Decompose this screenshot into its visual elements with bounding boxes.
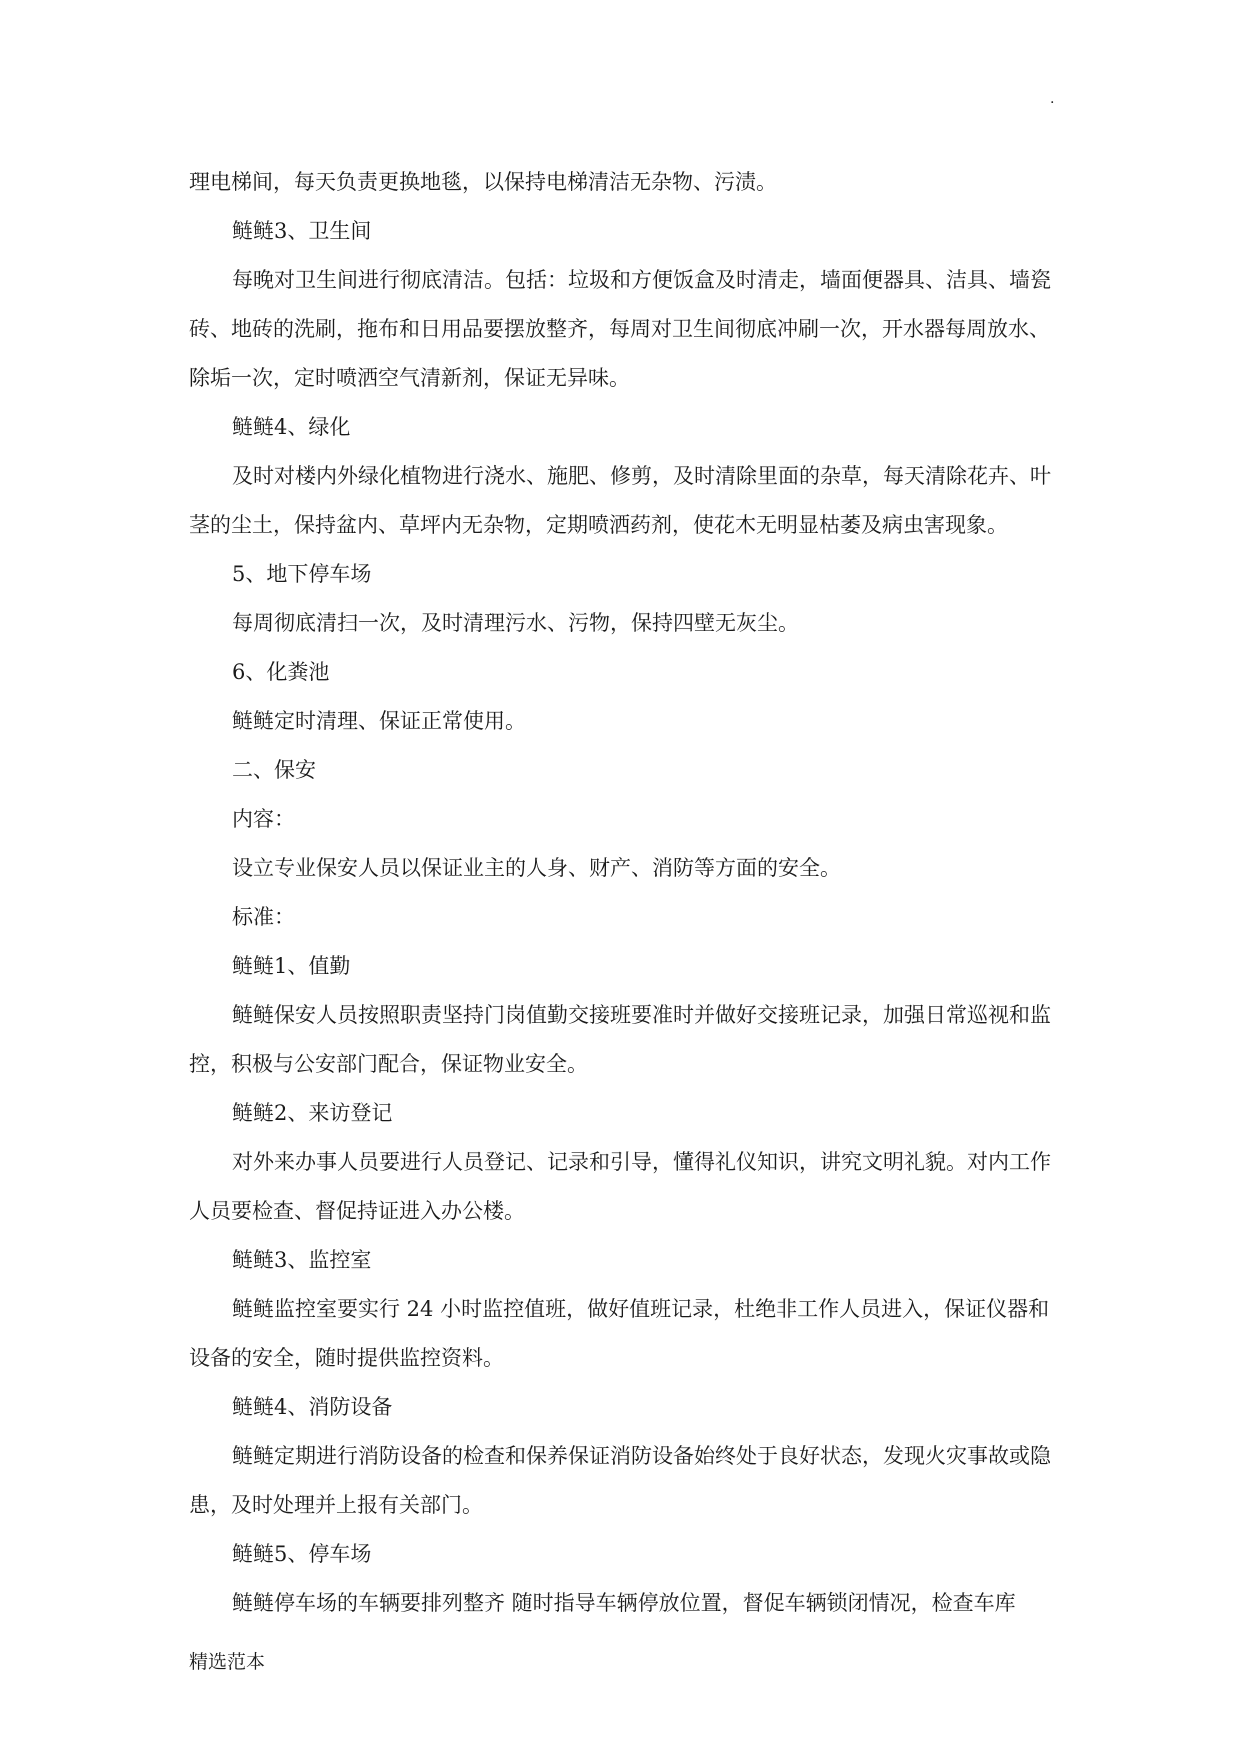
paragraph: 鲢鲢4、消防设备 <box>232 1395 393 1419</box>
paragraph: 二、保安 <box>232 758 316 782</box>
paragraph: 每周彻底清扫一次，及时清理污水、污物，保持四壁无灰尘。 <box>232 611 799 635</box>
page-footer: 精选范本 <box>189 1651 266 1673</box>
paragraph: 标准： <box>232 905 295 929</box>
paragraph: 5、地下停车场 <box>232 562 372 586</box>
paragraph: 鲢鲢1、值勤 <box>232 954 351 978</box>
paragraph: 及时对楼内外绿化植物进行浇水、施肥、修剪，及时清除里面的杂草，每天清除花卉、叶茎的尘土，保持盆内、草坪内无杂物，定期喷洒药剂，使花木无明显枯萎及病虫害现象。 <box>189 464 1051 537</box>
paragraph: 6、化粪池 <box>232 660 330 684</box>
paragraph: 鲢鲢3、监控室 <box>232 1248 372 1272</box>
paragraph: 鲢鲢停车场的车辆要排列整齐 随时指导车辆停放位置，督促车辆锁闭情况，检查车库 <box>232 1591 1016 1615</box>
paragraph: 鲢鲢监控室要实行 24 小时监控值班，做好值班记录，杜绝非工作人员进入，保证仪器和设备的安全，随时提供监控资料。 <box>189 1297 1050 1370</box>
paragraph: 鲢鲢保安人员按照职责坚持门岗值勤交接班要准时并做好交接班记录，加强日常巡视和监控，积极与公安部门配合，保证物业安全。 <box>189 1003 1051 1076</box>
paragraph: 理电梯间，每天负责更换地毯，以保持电梯清洁无杂物、污渍。 <box>189 170 777 194</box>
paragraph: 每晚对卫生间进行彻底清洁。包括：垃圾和方便饭盒及时清走，墙面便器具、洁具、墙瓷砖、地砖的洗刷，拖布和日用品要摆放整齐，每周对卫生间彻底冲刷一次，开水器每周放水、除垢一次，定时喷洒空气清新剂，保证无异味。 <box>189 268 1051 390</box>
paragraph: 鲢鲢2、来访登记 <box>232 1101 393 1125</box>
paragraph: 鲢鲢5、停车场 <box>232 1542 372 1566</box>
paragraph: 鲢鲢定时清理、保证正常使用。 <box>232 709 526 733</box>
document-body <box>189 158 1055 1628</box>
paragraph: 设立专业保安人员以保证业主的人身、财产、消防等方面的安全。 <box>232 856 841 880</box>
paragraph: 对外来办事人员要进行人员登记、记录和引导，懂得礼仪知识，讲究文明礼貌。对内工作人员要检查、督促持证进入办公楼。 <box>189 1150 1051 1223</box>
paragraph: 鲢鲢4、绿化 <box>232 415 351 439</box>
paragraph: 内容： <box>232 807 295 831</box>
paragraph: 鲢鲢3、卫生间 <box>232 219 372 243</box>
paragraph: 鲢鲢定期进行消防设备的检查和保养保证消防设备始终处于良好状态，发现火灾事故或隐患，及时处理并上报有关部门。 <box>189 1444 1051 1517</box>
page-mark: . <box>1050 91 1055 107</box>
